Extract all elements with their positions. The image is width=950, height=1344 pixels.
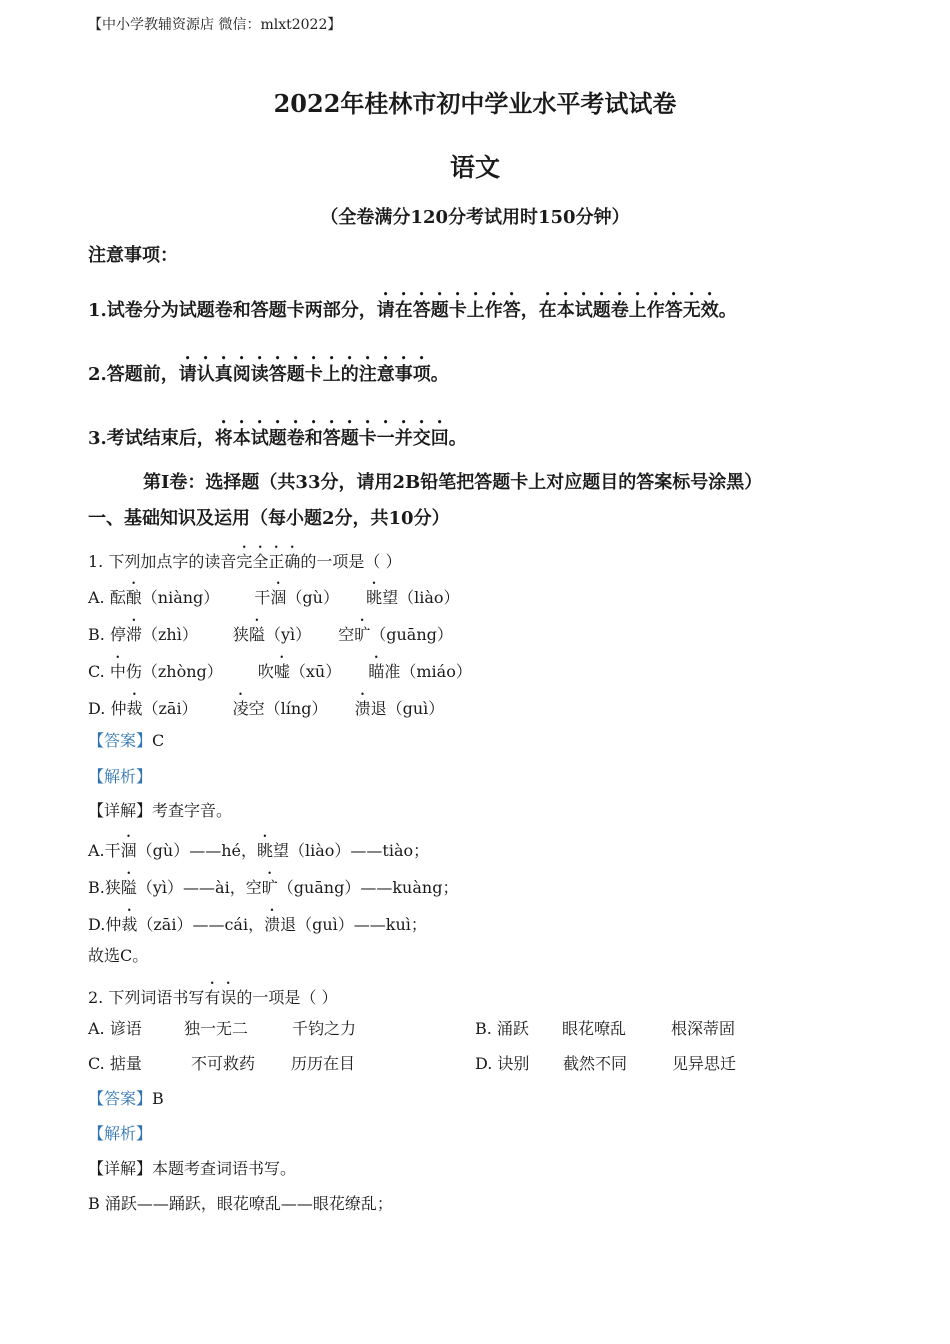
q1-stem: 1. 下列加点字的读音完全正确的一项是（ ） [88,552,402,571]
notice-item-3: 3.考试结束后，将本试题卷和答题卡一并交回。 [88,428,467,449]
header-note: 【中小学教辅资源店 微信：mlxt2022】 [88,17,342,33]
q1-answer: 【答案】C [88,731,165,750]
exam-info: （全卷满分120分考试用时150分钟） [320,207,630,228]
q1-detail: 【详解】考查字音。 [88,801,233,820]
notice-item-1: 1.试卷分为试题卷和答题卡两部分，请在答题卡上作答，在本试题卷上作答无效。 [88,300,737,321]
q2-detail-b: B 涌跃——踊跃，眼花嘹乱——眼花缭乱； [88,1194,393,1213]
q2-option-a: A. 谚语 独一无二 千钧之力 [88,1019,357,1038]
q1-conclusion: 故选C。 [88,946,149,965]
q2-analysis-tag: 【解析】 [88,1124,153,1143]
notice-heading: 注意事项： [88,245,178,266]
q1-analysis-tag: 【解析】 [88,767,153,786]
q2-option-c: C. 掂量 不可救药 历历在目 [88,1054,356,1073]
notice-item-2: 2.答题前，请认真阅读答题卡上的注意事项。 [88,364,449,385]
q1-detail-a: A.干涸（gù）——hé，眺望（liào）——tiào； [88,841,430,860]
q1-option-d: D. 仲裁（zāi） 凌空（líng） 溃退（guì） [88,699,445,718]
q1-detail-b: B.狭隘（yì）——ài，空旷（guāng）——kuàng； [88,878,459,897]
q1-option-b: B. 停滞（zhì） 狭隘（yì） 空旷（guāng） [88,625,453,644]
section1-heading: 一、基础知识及运用（每小题2分，共10分） [88,508,450,529]
q2-option-b: B. 涌跃 眼花嘹乱 根深蒂固 [475,1019,736,1038]
exam-title: 2022年桂林市初中学业水平考试试卷 [273,89,677,118]
part1-heading: 第Ⅰ卷：选择题（共33分，请用2B铅笔把答题卡上对应题目的答案标号涂黑） [143,472,763,493]
subject-title: 语文 [449,153,500,182]
q1-detail-d: D.仲裁（zāi）——cái，溃退（guì）——kuì； [88,915,427,934]
q1-option-a: A. 酝酿（niàng） 干涸（gù） 眺望（liào） [88,588,460,607]
q2-option-d: D. 诀别 截然不同 见异思迁 [475,1054,737,1073]
q2-detail: 【详解】本题考查词语书写。 [88,1159,297,1178]
q1-option-c: C. 中伤（zhòng） 吹嘘（xū） 瞄准（miáo） [88,662,472,681]
q2-stem: 2. 下列词语书写有误的一项是（ ） [88,988,338,1007]
q2-answer: 【答案】B [88,1089,164,1108]
